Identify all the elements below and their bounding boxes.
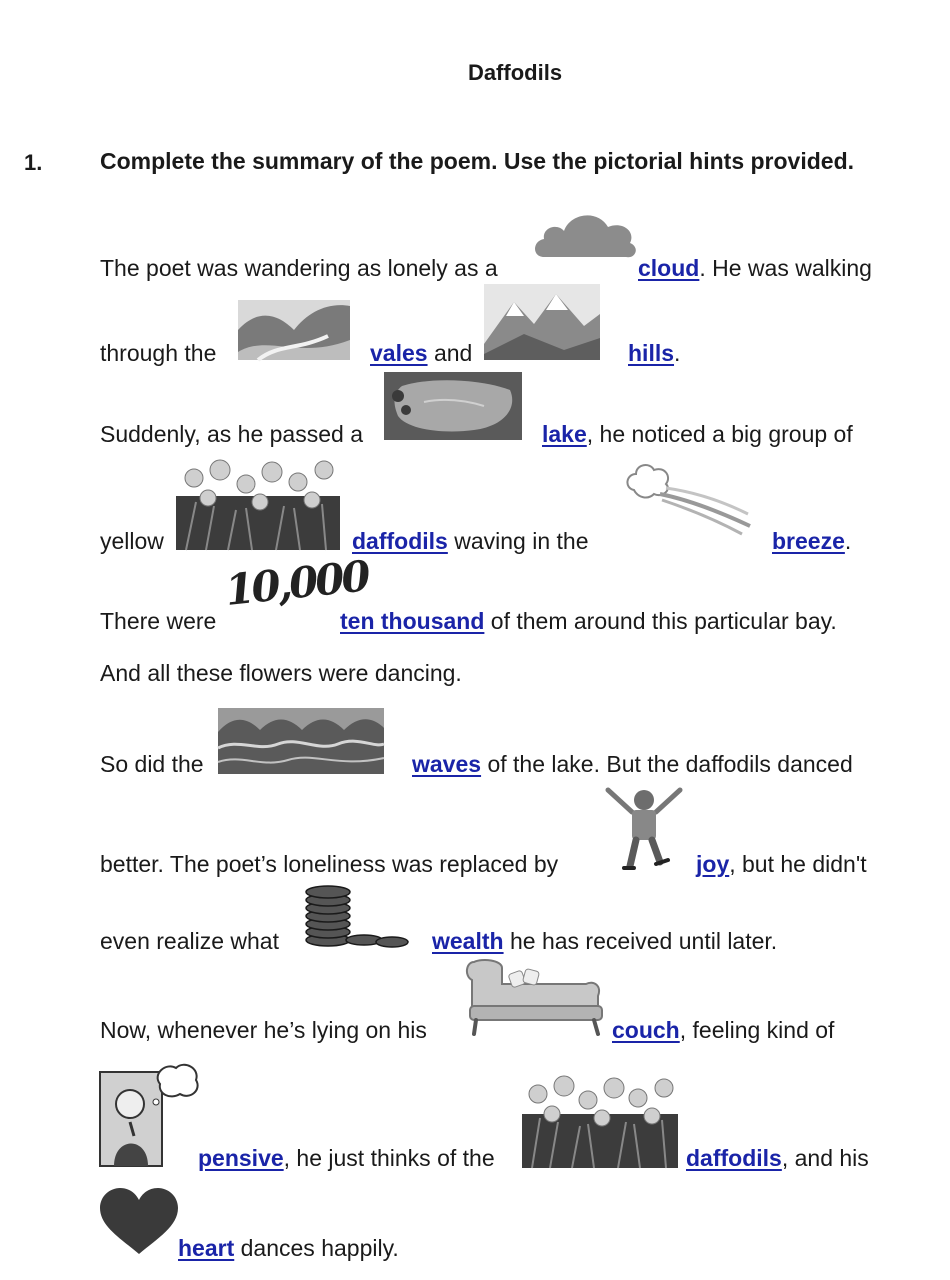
summary-line-8: better. The poet’s loneliness was replaced by [100, 851, 559, 877]
summary-line-4: yellow [100, 528, 164, 554]
pensive-man-icon [100, 1062, 200, 1166]
answer-pensive: pensive [198, 1145, 284, 1171]
summary-line-4-middle: daffodils waving in the [352, 528, 589, 554]
worksheet-title: Daffodils [467, 60, 563, 85]
answer-hills: hills [628, 340, 675, 366]
line-text: The poet was wandering as lonely as a [100, 255, 498, 281]
answer-heart: heart [178, 1235, 235, 1261]
heart-icon [100, 1188, 178, 1256]
daffodils-icon [176, 456, 340, 550]
daffodils-icon [522, 1074, 678, 1168]
waves-icon [218, 708, 384, 774]
ten-thousand-icon: 10,000 [222, 551, 370, 615]
summary-line-10: Now, whenever he’s lying on his [100, 1017, 427, 1043]
summary-line-9-answer: wealth he has received until later. [432, 928, 778, 954]
summary-line-11-answer: daffodils, and his [686, 1145, 869, 1171]
summary-line-1 [100, 255, 498, 282]
answer-cloud: cloud [638, 255, 700, 281]
coins-icon [298, 882, 410, 948]
answer-joy: joy [696, 851, 730, 877]
couch-icon [462, 946, 608, 1038]
summary-line-4-answer: breeze. [772, 528, 852, 554]
summary-line-1-answer: cloud. He was walking [638, 255, 872, 281]
answer-breeze: breeze [772, 528, 845, 554]
answer-wealth: wealth [432, 928, 504, 954]
answer-daffodils-2: daffodils [686, 1145, 782, 1171]
summary-line-11: pensive, he just thinks of the [198, 1145, 495, 1171]
lake-icon [384, 372, 522, 440]
answer-ten-thousand: ten thousand [340, 608, 485, 634]
summary-line-12: heart dances happily. [178, 1235, 399, 1261]
answer-daffodils: daffodils [352, 528, 448, 554]
mountains-icon [484, 284, 600, 360]
answer-couch: couch [612, 1017, 680, 1043]
summary-line-5-answer: ten thousand of them around this particular bay. [340, 608, 837, 634]
valley-icon [238, 300, 350, 360]
question-instruction: Complete the summary of the poem. Use the pictorial hints provided. [100, 148, 855, 174]
summary-line-6: And all these flowers were dancing. [100, 660, 462, 686]
question-number: 1. [24, 150, 43, 175]
summary-line-7-answer: waves of the lake. But the daffodils danced [412, 751, 853, 777]
joyful-boy-icon [604, 780, 684, 874]
cloud-icon [532, 205, 640, 263]
breeze-icon [620, 460, 754, 538]
summary-line-3: Suddenly, as he passed a [100, 421, 363, 447]
summary-line-5: There were [100, 608, 217, 634]
summary-line-2-answer: hills. [628, 340, 681, 366]
summary-line-7: So did the [100, 751, 204, 777]
summary-line-2-middle: vales and [370, 340, 473, 366]
summary-line-9: even realize what [100, 928, 279, 954]
summary-line-3-answer: lake, he noticed a big group of [542, 421, 853, 447]
summary-line-10-answer: couch, feeling kind of [612, 1017, 835, 1043]
answer-lake: lake [542, 421, 587, 447]
answer-waves: waves [412, 751, 482, 777]
answer-vales: vales [370, 340, 428, 366]
summary-line-8-answer: joy, but he didn't [696, 851, 867, 877]
summary-line-2: through the [100, 340, 217, 366]
